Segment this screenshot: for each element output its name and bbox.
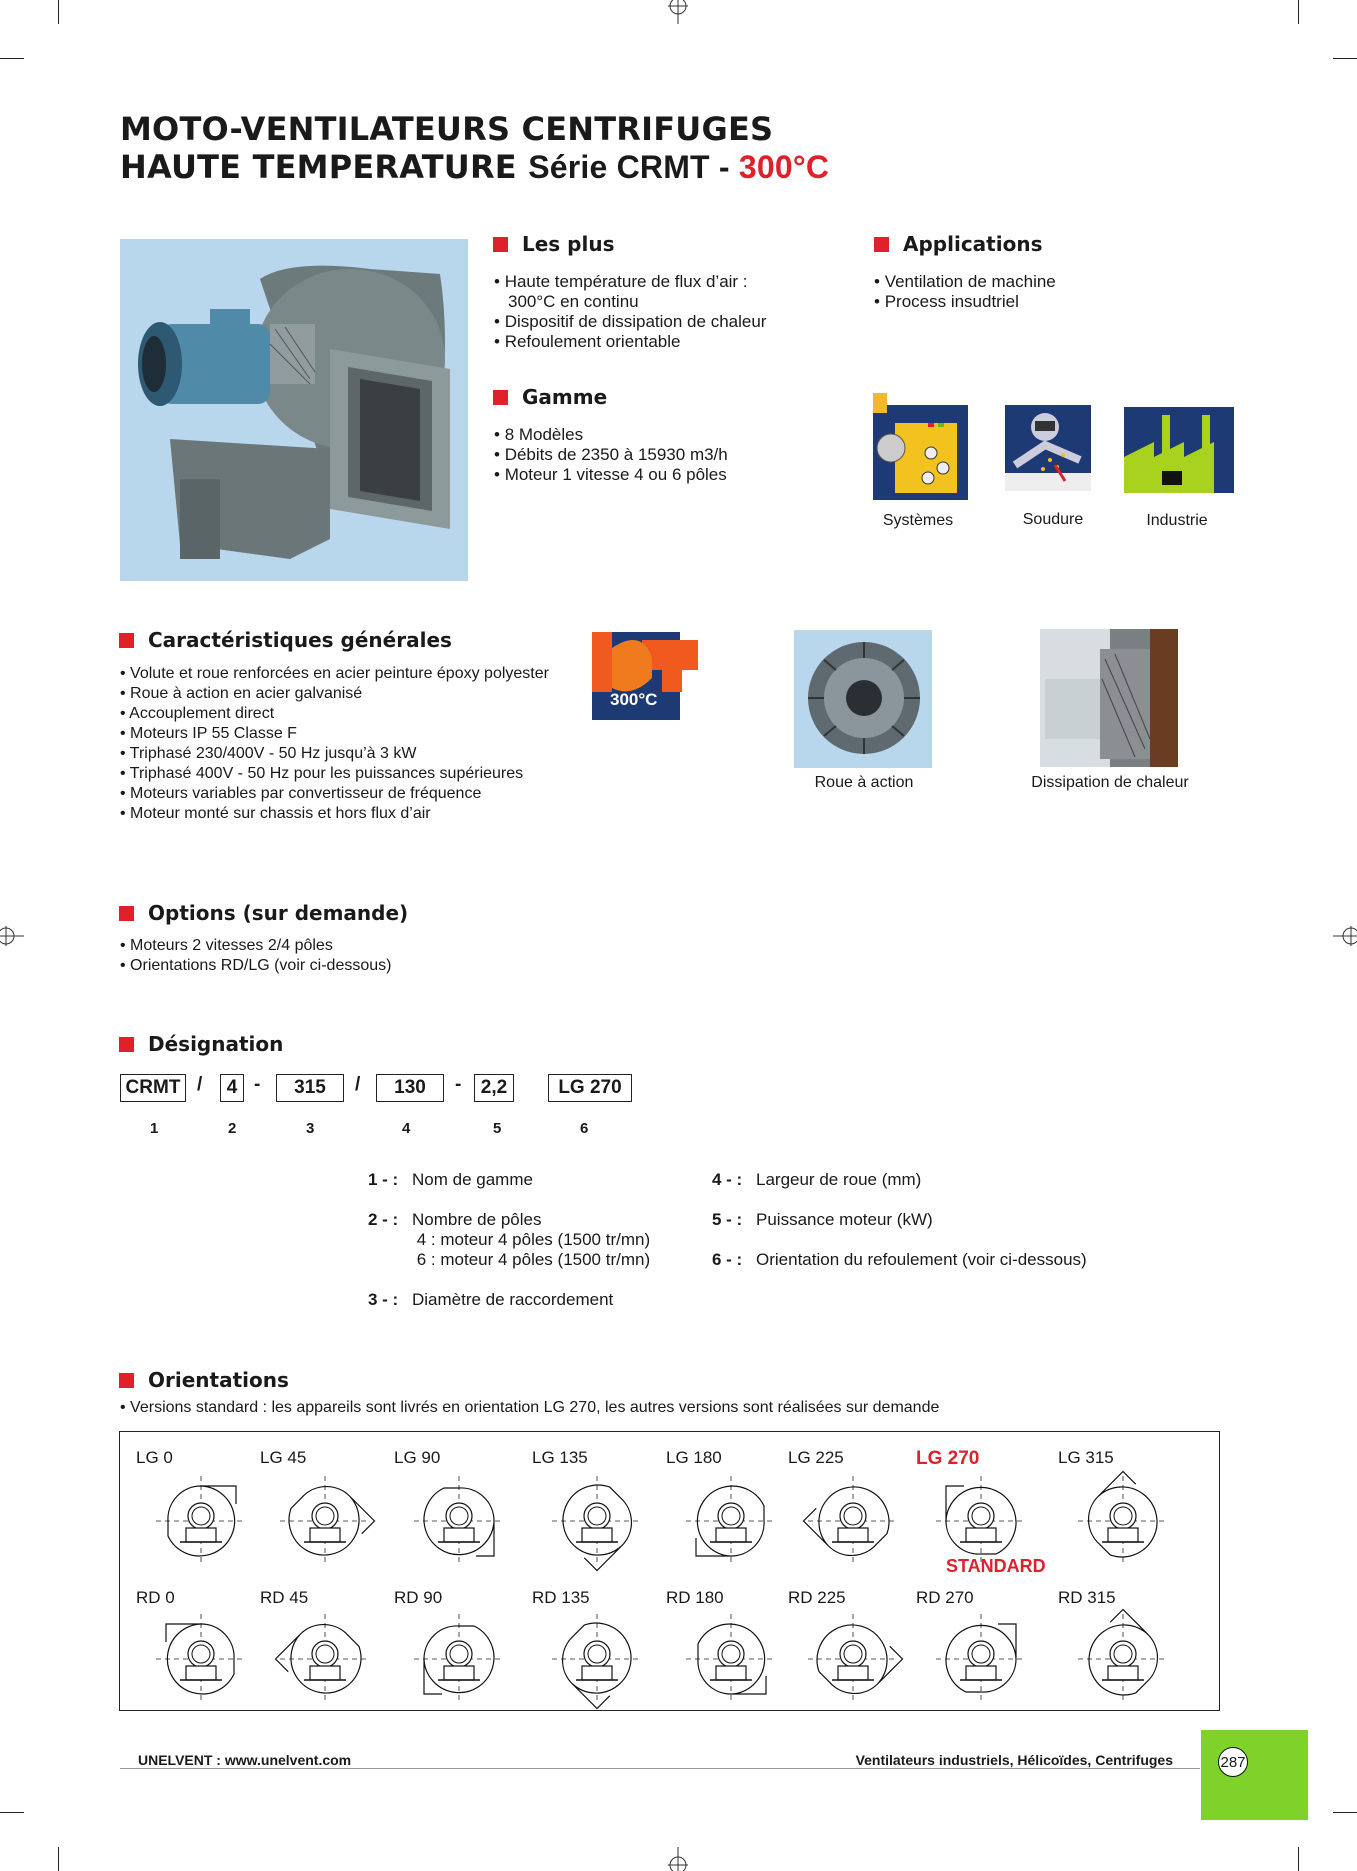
list-item: 300°C en continu xyxy=(508,292,639,311)
orientation-label: LG 270 xyxy=(916,1448,980,1469)
title-haute-temperature: HAUTE TEMPERATURE xyxy=(120,148,517,186)
legend-item: 6 : moteur 4 pôles (1500 tr/mn) xyxy=(416,1250,651,1269)
orientations-note: • Versions standard : les appareils sont livrés en orientation LG 270, les autres versions sont réalisées sur demande xyxy=(120,1399,940,1416)
orientation-label: RD 135 xyxy=(532,1588,590,1607)
options-list xyxy=(120,936,520,976)
designation-number: 2 xyxy=(228,1120,237,1137)
fan-orientation-icon xyxy=(1068,1466,1178,1576)
title-serie: Série CRMT - xyxy=(528,149,739,185)
orientation-label: RD 270 xyxy=(916,1588,974,1607)
orientation-label: LG 225 xyxy=(788,1448,844,1467)
list-item: • Triphasé 400V - 50 Hz pour les puissances supérieures xyxy=(120,764,580,784)
fan-orientation-icon xyxy=(676,1466,786,1576)
list-item: • Orientations RD/LG (voir ci-dessous) xyxy=(120,956,520,976)
les-plus-heading: Les plus xyxy=(493,232,615,256)
roue-caption: Roue à action xyxy=(814,774,914,791)
temperature-badge-label: 300°C xyxy=(610,690,658,709)
orientation-label: LG 90 xyxy=(394,1448,441,1467)
registration-mark-icon xyxy=(0,924,24,948)
designation-box-diametre: 315 xyxy=(276,1074,344,1102)
designation-box-puissance: 2,2 xyxy=(474,1074,514,1102)
fan-orientation-icon xyxy=(404,1466,514,1576)
designation-legend-right xyxy=(712,1170,1132,1270)
fan-orientation-icon xyxy=(542,1466,652,1576)
designation-number: 3 xyxy=(306,1120,315,1137)
fan-orientation-icon xyxy=(676,1604,786,1714)
legend-item: 3 - : Diamètre de raccordement xyxy=(368,1290,614,1309)
designation-number: 5 xyxy=(493,1120,502,1137)
designation-number: 4 xyxy=(402,1120,411,1137)
list-item: • Moteur 1 vitesse 4 ou 6 pôles xyxy=(494,465,814,485)
gamme-heading: Gamme xyxy=(493,385,607,409)
orientation-label: LG 45 xyxy=(260,1448,307,1467)
designation-box-gamme: CRMT xyxy=(120,1074,186,1102)
fan-orientation-icon xyxy=(404,1604,514,1714)
product-photo xyxy=(120,239,468,581)
caracteristiques-list xyxy=(120,664,580,824)
list-item: • Moteurs variables par convertisseur de fréquence xyxy=(120,784,580,804)
industrie-icon xyxy=(1124,407,1234,493)
orientation-label: RD 225 xyxy=(788,1588,846,1607)
list-item: • 8 Modèles xyxy=(494,425,814,445)
systemes-icon xyxy=(873,393,968,501)
standard-label: STANDARD xyxy=(946,1556,1046,1576)
designation-separator: / xyxy=(197,1074,203,1095)
footer-category: Ventilateurs industriels, Hélicoïdes, Centrifuges xyxy=(855,1752,1173,1768)
registration-mark-icon xyxy=(666,1847,690,1871)
list-item: • Process insudtriel xyxy=(874,292,1194,312)
orientation-label: RD 90 xyxy=(394,1588,443,1607)
title-line-1: MOTO-VENTILATEURS CENTRIFUGES xyxy=(120,110,774,148)
list-item: • Roue à action en acier galvanisé xyxy=(120,684,580,704)
fan-orientation-icon xyxy=(270,1466,380,1576)
orientation-label: RD 180 xyxy=(666,1588,724,1607)
designation-heading: Désignation xyxy=(119,1032,283,1056)
orientations-diagram xyxy=(119,1431,1220,1711)
fan-orientation-icon xyxy=(1068,1604,1178,1714)
fan-orientation-icon xyxy=(270,1604,380,1714)
designation-box-orientation: LG 270 xyxy=(548,1074,632,1102)
les-plus-list xyxy=(494,272,794,352)
roue-photo xyxy=(794,630,932,768)
list-item: • Ventilation de machine xyxy=(874,272,1194,292)
dissipation-photo xyxy=(1040,629,1178,767)
list-item: • Moteurs 2 vitesses 2/4 pôles xyxy=(120,936,520,956)
fan-orientation-icon xyxy=(798,1604,908,1714)
footer-website: UNELVENT : www.unelvent.com xyxy=(138,1752,352,1768)
fan-orientation-icon xyxy=(542,1604,652,1714)
list-item: • Accouplement direct xyxy=(120,704,580,724)
soudure-caption: Soudure xyxy=(1022,511,1084,528)
designation-separator: / xyxy=(355,1074,361,1095)
fan-orientation-icon xyxy=(926,1604,1036,1714)
legend-item: 6 - : Orientation du refoulement (voir ci-dessous) xyxy=(712,1250,1087,1269)
list-item: • Volute et roue renforcées en acier peinture époxy polyester xyxy=(120,664,580,684)
fan-orientation-icon xyxy=(146,1466,256,1576)
soudure-icon xyxy=(1005,405,1091,491)
orientation-label: RD 45 xyxy=(260,1588,309,1607)
gamme-list xyxy=(494,425,814,485)
orientation-label: LG 315 xyxy=(1058,1448,1114,1467)
list-item: • Refoulement orientable xyxy=(494,332,794,352)
temperature-badge xyxy=(592,628,698,720)
orientations-heading: Orientations xyxy=(119,1368,289,1392)
legend-item: 4 - : Largeur de roue (mm) xyxy=(712,1170,922,1189)
page-tab xyxy=(1201,1730,1308,1820)
dissipation-caption: Dissipation de chaleur xyxy=(1031,774,1189,791)
applications-list xyxy=(874,272,1194,312)
industrie-caption: Industrie xyxy=(1146,512,1208,529)
orientation-label: RD 0 xyxy=(136,1588,175,1607)
fan-orientation-icon xyxy=(146,1604,256,1714)
options-heading: Options (sur demande) xyxy=(119,901,408,925)
legend-item: 1 - : Nom de gamme xyxy=(368,1170,533,1189)
footer-divider xyxy=(120,1768,1200,1769)
designation-box-poles: 4 xyxy=(220,1074,244,1102)
orientation-label: LG 0 xyxy=(136,1448,173,1467)
list-item: • Haute température de flux d’air : xyxy=(494,272,794,292)
designation-box-largeur: 130 xyxy=(376,1074,444,1102)
fan-orientation-icon xyxy=(798,1466,908,1576)
registration-mark-icon xyxy=(1333,924,1357,948)
page-number: 287 xyxy=(1218,1747,1248,1777)
orientation-label: RD 315 xyxy=(1058,1588,1116,1607)
list-item: • Moteur monté sur chassis et hors flux d’air xyxy=(120,804,580,824)
systemes-caption: Systèmes xyxy=(882,512,954,529)
designation-legend-left xyxy=(368,1170,688,1310)
legend-item: 5 - : Puissance moteur (kW) xyxy=(712,1210,933,1229)
designation-number: 6 xyxy=(580,1120,589,1137)
designation-separator: - xyxy=(455,1074,462,1095)
title-line-2 xyxy=(120,148,829,186)
orientation-label: LG 135 xyxy=(532,1448,588,1467)
page-title xyxy=(120,110,829,186)
list-item: • Dispositif de dissipation de chaleur xyxy=(494,312,794,332)
caracteristiques-heading: Caractéristiques générales xyxy=(119,628,452,652)
legend-item: 4 : moteur 4 pôles (1500 tr/mn) xyxy=(416,1230,651,1249)
designation-separator: - xyxy=(254,1074,261,1095)
orientation-label: LG 180 xyxy=(666,1448,722,1467)
legend-item: 2 - : Nombre de pôles xyxy=(368,1210,542,1229)
designation-number: 1 xyxy=(150,1120,159,1137)
title-temperature: 300°C xyxy=(738,149,830,185)
list-item: • Débits de 2350 à 15930 m3/h xyxy=(494,445,814,465)
list-item: • Triphasé 230/400V - 50 Hz jusqu’à 3 kW xyxy=(120,744,580,764)
list-item: • Moteurs IP 55 Classe F xyxy=(120,724,580,744)
registration-mark-icon xyxy=(666,0,690,24)
applications-heading: Applications xyxy=(874,232,1042,256)
